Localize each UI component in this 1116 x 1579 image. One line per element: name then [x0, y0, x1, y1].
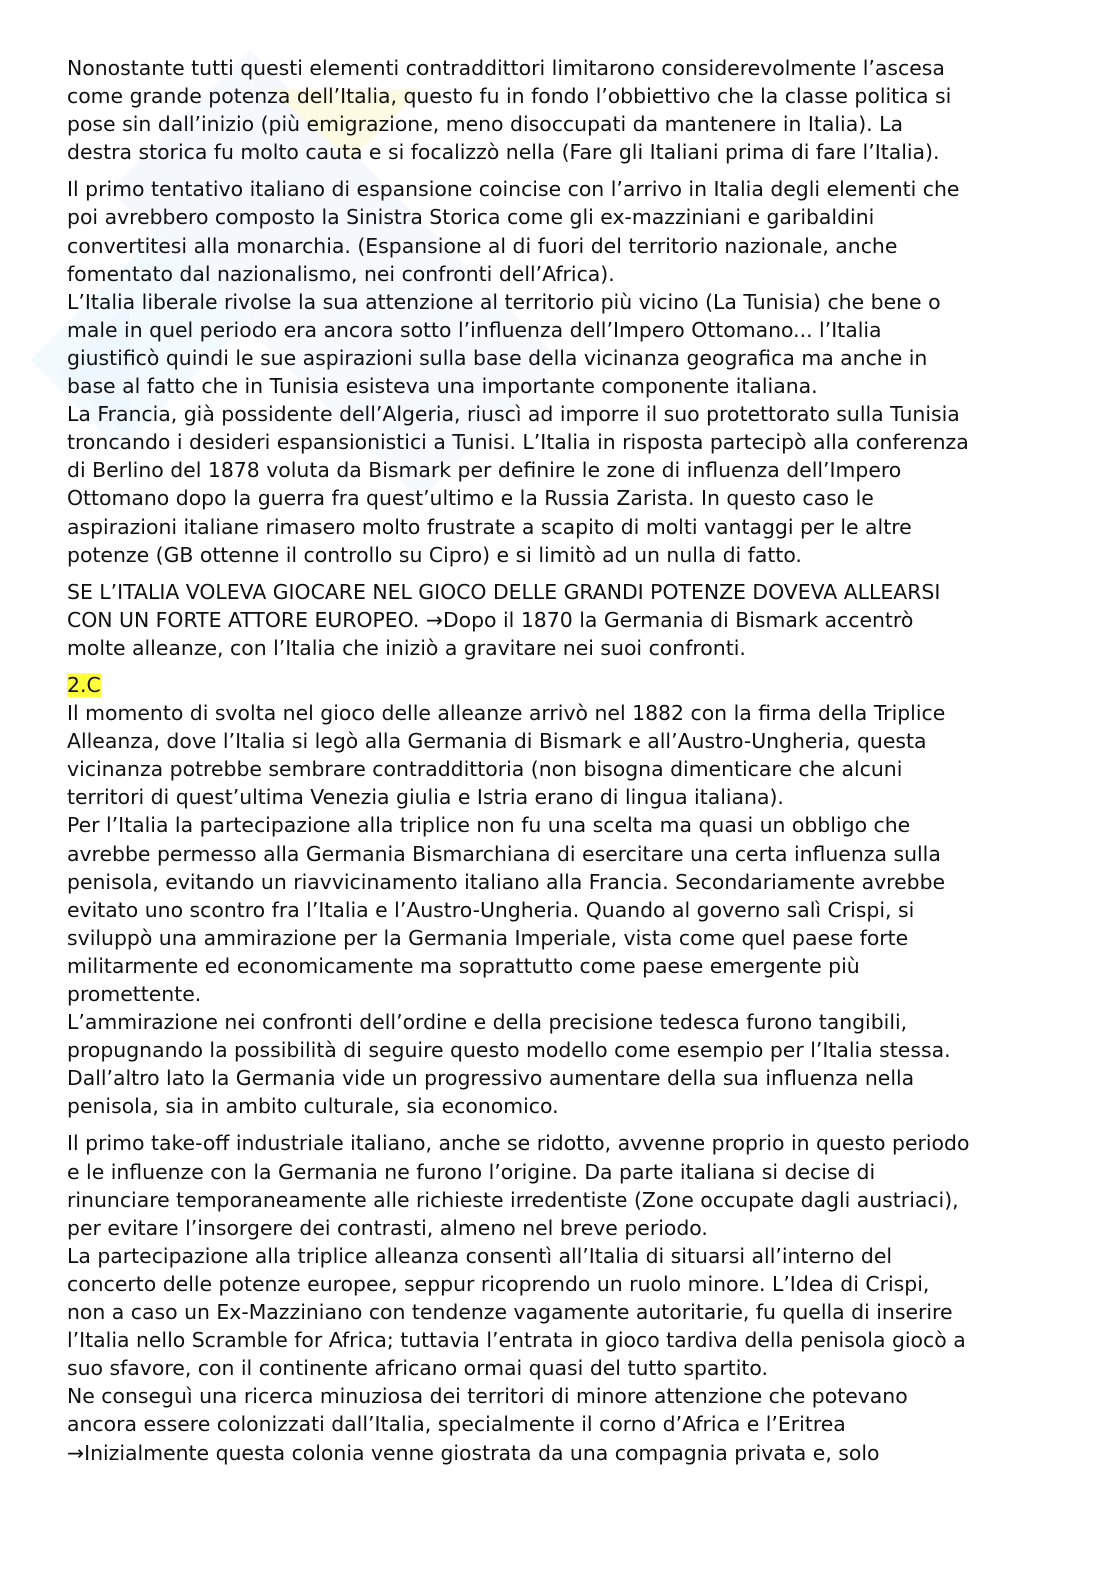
- text-line: di Berlino del 1878 voluta da Bismark per definire le zone di influenza dell’Impero: [67, 458, 902, 483]
- text-line: sviluppò una ammirazione per la Germania Imperiale, vista come quel paese forte: [67, 925, 909, 950]
- text-line: concerto delle potenze europee, seppur ricoprendo un ruolo minore. L’Idea di Crispi,: [67, 1271, 930, 1296]
- text-line: vicinanza potrebbe sembrare contraddittoria (non bisogna dimenticare che alcuni: [67, 757, 903, 782]
- paragraph-1: [67, 54, 1067, 166]
- text-line: L’ammirazione nei confronti dell’ordine e della precisione tedesca furono tangibili,: [67, 1010, 908, 1035]
- text-line: Il momento di svolta nel gioco delle alleanze arrivò nel 1882 con la firma della Triplice: [67, 701, 946, 726]
- text-line: suo sfavore, con il continente africano ormai quasi del tutto spartito.: [67, 1356, 769, 1381]
- text-line: militarmente ed economicamente ma soprattutto come paese emergente più: [67, 953, 860, 978]
- text-line: giustificò quindi le sue aspirazioni sulla base della vicinanza geografica ma anche in: [67, 345, 928, 370]
- text-line: molte alleanze, con l’Italia che iniziò a gravitare nei suoi confronti.: [67, 635, 746, 660]
- text-line: troncando i desideri espansionistici a Tunisi. L’Italia in risposta partecipò alla conferenza: [67, 430, 969, 455]
- highlighted-section-number: 2.C: [67, 672, 101, 697]
- text-line: male in quel periodo era ancora sotto l’influenza dell’Impero Ottomano... l’Italia: [67, 317, 882, 342]
- text-line: aspirazioni italiane rimasero molto frustrate a scapito di molti vantaggi per le altre: [67, 514, 912, 539]
- text-line: Ne conseguì una ricerca minuziosa dei territori di minore attenzione che potevano: [67, 1384, 908, 1409]
- section-heading: [67, 671, 1067, 699]
- text-line: destra storica fu molto cauta e si focalizzò nella (Fare gli Italiani prima di fare l’Italia).: [67, 140, 940, 165]
- text-line: La Francia, già possidente dell’Algeria, riuscì ad imporre il suo protettorato sulla Tunisia: [67, 402, 960, 427]
- text-line: per evitare l’insorgere dei contrasti, almeno nel breve periodo.: [67, 1215, 708, 1240]
- text-line: Nonostante tutti questi elementi contraddittori limitarono considerevolmente l’ascesa: [67, 56, 945, 80]
- paragraph-3: [67, 578, 1067, 662]
- text-line: e le influenze con la Germania ne furono l’origine. Da parte italiana si decise di: [67, 1159, 876, 1184]
- text-line: Alleanza, dove l’Italia si legò alla Germania di Bismark e all’Austro-Ungheria, questa: [67, 729, 927, 754]
- text-line: base al fatto che in Tunisia esisteva una importante componente italiana.: [67, 374, 818, 399]
- text-line: L’Italia liberale rivolse la sua attenzione al territorio più vicino (La Tunisia) che bene o: [67, 289, 941, 314]
- text-line: ancora essere colonizzati dall’Italia, specialmente il corno d’Africa e l’Eritrea: [67, 1412, 846, 1437]
- text-line: Il primo take-off industriale italiano, anche se ridotto, avvenne proprio in questo periodo: [67, 1131, 970, 1156]
- text-line: →Inizialmente questa colonia venne giostrata da una compagnia privata e, solo: [67, 1440, 880, 1465]
- text-line: poi avrebbero composto la Sinistra Storica come gli ex-mazziniani e garibaldini: [67, 205, 875, 230]
- text-line: pose sin dall’inizio (più emigrazione, meno disoccupati da mantenere in Italia). La: [67, 112, 903, 137]
- text-line: CON UN FORTE ATTORE EUROPEO. →Dopo il 1870 la Germania di Bismark accentrò: [67, 607, 914, 632]
- paragraph-2: [67, 175, 1067, 568]
- text-line: evitato uno scontro fra l’Italia e l’Austro-Ungheria. Quando al governo salì Crispi, si: [67, 897, 915, 922]
- text-line: non a caso un Ex-Mazziniano con tendenze vagamente autoritarie, fu quella di inserire: [67, 1300, 953, 1325]
- text-line: Dall’altro lato la Germania vide un progressivo aumentare della sua influenza nella: [67, 1066, 915, 1091]
- text-line: territori di quest’ultima Venezia giulia e Istria erano di lingua italiana).: [67, 785, 784, 810]
- text-line: penisola, sia in ambito culturale, sia economico.: [67, 1094, 559, 1119]
- text-line: Per l’Italia la partecipazione alla triplice non fu una scelta ma quasi un obbligo che: [67, 813, 911, 838]
- text-line: potenze (GB ottenne il controllo su Cipro) e si limitò ad un nulla di fatto.: [67, 542, 802, 567]
- text-line: fomentato dal nazionalismo, nei confronti dell’Africa).: [67, 261, 615, 286]
- document-page: [67, 54, 1067, 1467]
- text-line: avrebbe permesso alla Germania Bismarchiana di esercitare una certa influenza sulla: [67, 841, 941, 866]
- text-line: come grande potenza dell’Italia, questo fu in fondo l’obbiettivo che la classe politica si: [67, 84, 952, 109]
- section-2c: [67, 671, 1067, 1121]
- text-line: rinunciare temporaneamente alle richieste irredentiste (Zone occupate dagli austriaci),: [67, 1187, 959, 1212]
- paragraph-5: [67, 1129, 1067, 1466]
- text-line: l’Italia nello Scramble for Africa; tuttavia l’entrata in gioco tardiva della penisola giocò a: [67, 1328, 966, 1353]
- text-line: SE L’ITALIA VOLEVA GIOCARE NEL GIOCO DELLE GRANDI POTENZE DOVEVA ALLEARSI: [67, 579, 941, 604]
- text-line: promettente.: [67, 982, 202, 1006]
- text-line: convertitesi alla monarchia. (Espansione al di fuori del territorio nazionale, anche: [67, 233, 898, 258]
- text-line: La partecipazione alla triplice alleanza consentì all’Italia di situarsi all’interno del: [67, 1243, 893, 1268]
- text-line: Ottomano dopo la guerra fra quest’ultimo e la Russia Zarista. In questo caso le: [67, 486, 874, 511]
- text-line: propugnando la possibilità di seguire questo modello come esempio per l’Italia stessa.: [67, 1038, 951, 1063]
- text-line: Il primo tentativo italiano di espansione coincise con l’arrivo in Italia degli elementi che: [67, 177, 960, 202]
- text-line: penisola, evitando un riavvicinamento italiano alla Francia. Secondariamente avrebbe: [67, 869, 946, 894]
